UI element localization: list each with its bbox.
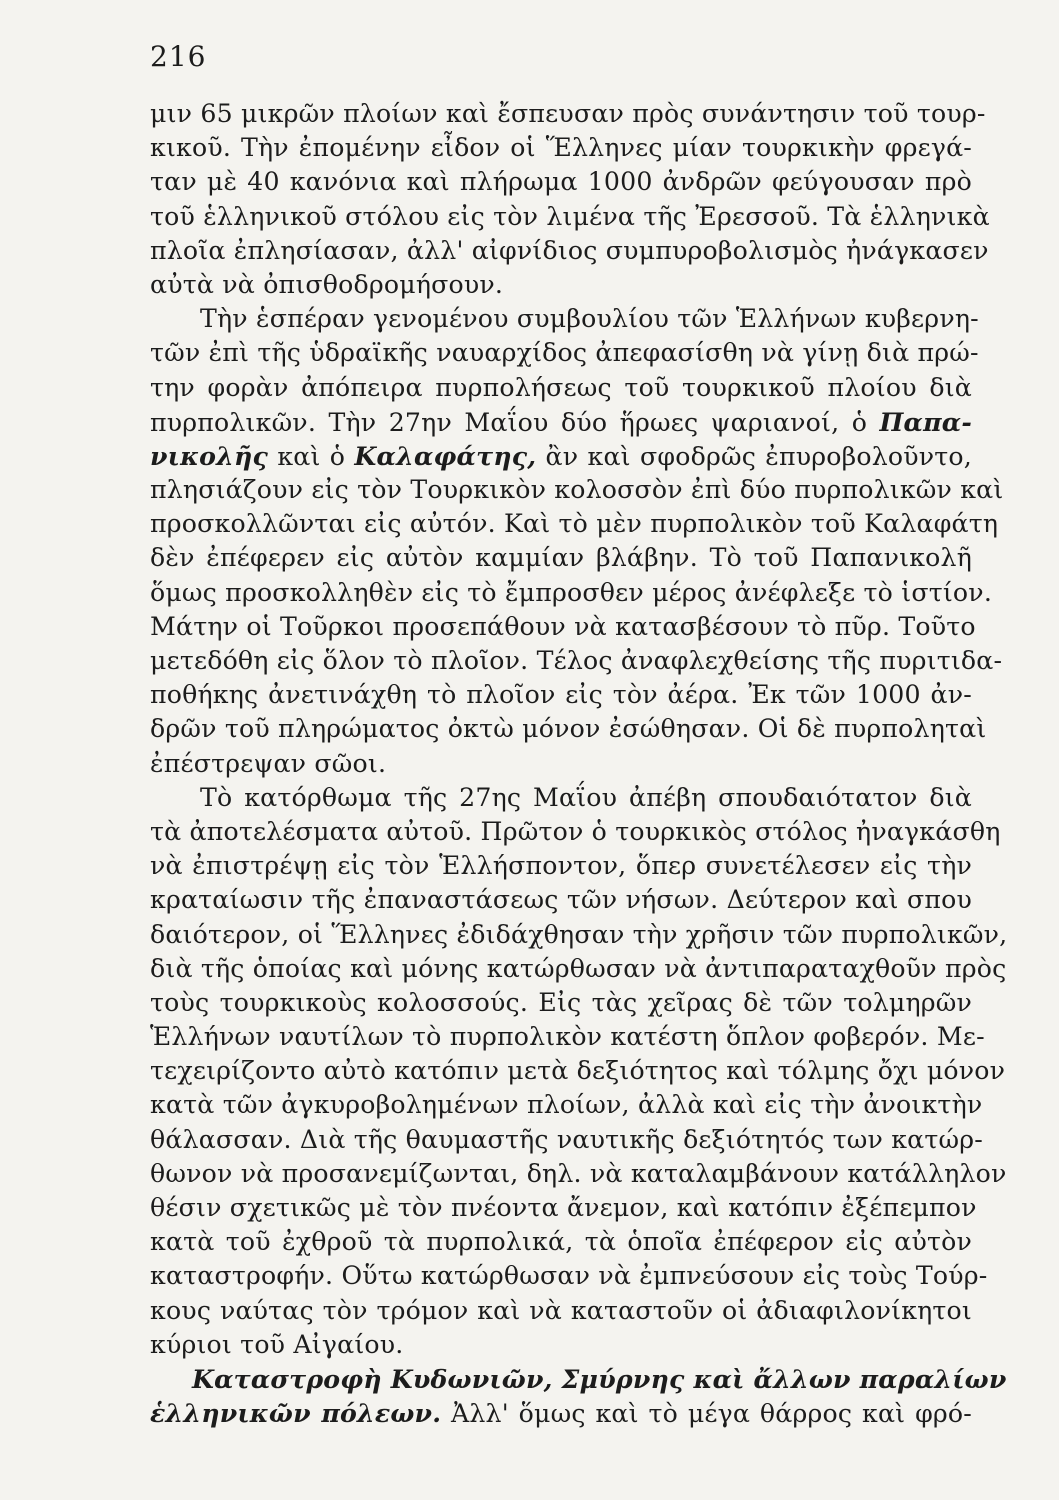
text-segment: μετεδόθη εἰς ὅλον τὸ πλοῖον. Τέλος ἀναφλεχθείσης τῆς πυριτιδα- [150, 646, 1003, 675]
emphasized-text: Καταστροφὴ Κυδωνιῶν, Σμύρνης καὶ ἄλλων παραλίων [192, 1363, 1007, 1394]
text-line [150, 952, 1007, 986]
text-segment: ποθήκης ἀνετινάχθη τὸ πλοῖον εἰς τὸν ἀέρα. Ἐκ τῶν 1000 ἀν- [150, 680, 972, 710]
text-line [150, 1054, 1006, 1088]
text-segment: πλοῖα ἐπλησίασαν, ἀλλ' αἰφνίδιος συμπυροβολισμὸς ἠνάγκασεν [150, 235, 989, 265]
text-segment: δρῶν τοῦ πληρώματος ὀκτὼ μόνον ἐσώθησαν. Οἱ δὲ πυρποληταὶ [150, 714, 987, 744]
page-number: 216 [150, 40, 207, 73]
text-segment: θωνον νὰ προσανεμίζωνται, δηλ. νὰ καταλαμβάνουν κατάλληλον [150, 1158, 1007, 1188]
text-line [150, 610, 976, 644]
text-line [150, 97, 986, 131]
text-line [150, 439, 972, 473]
text-line [150, 507, 999, 541]
text-segment: καὶ ὁ [268, 441, 355, 471]
text-segment: κους ναύτας τὸν τρόμον καὶ νὰ καταστοῦν οἱ ἀδιαφιλονίκητοι [150, 1295, 972, 1325]
text-segment: Ἑλλήνων ναυτίλων τὸ πυρπολικὸν κατέστη ὅπλον φοβερόν. Με- [150, 1022, 985, 1052]
text-line [150, 1088, 983, 1122]
text-segment: καταστροφήν. Οὕτω κατώρθωσαν νὰ ἐμπνεύσουν εἰς τοὺς Τούρ- [150, 1261, 988, 1291]
text-line [150, 781, 972, 815]
text-line [150, 268, 972, 302]
emphasized-text: νικολῆς [150, 440, 269, 471]
text-line [150, 712, 987, 746]
text-segment: τῶν ἐπὶ τῆς ὑδραϊκῆς ναυαρχίδος ἀπεφασίσθη νὰ γίνῃ διὰ πρώ- [150, 338, 979, 368]
text-line [150, 1157, 1007, 1191]
text-segment: δαιότερον, οἱ Ἕλληνες ἐδιδάχθησαν τὴν χρῆσιν τῶν πυρπολικῶν, [150, 919, 1008, 949]
text-line [150, 473, 1004, 507]
text-segment: προσκολλῶνται εἰς αὐτόν. Καὶ τὸ μὲν πυρπολικὸν τοῦ Καλαφάτη [150, 509, 999, 539]
text-line [150, 1191, 977, 1225]
emphasized-text: Καλαφάτης, [354, 440, 537, 471]
text-segment: ἂν καὶ σφοδρῶς ἐπυροβολοῦντο, [536, 441, 972, 471]
text-segment: κατὰ τοῦ ἐχθροῦ τὰ πυρπολικά, τὰ ὁποῖα ἐπέφερον εἰς αὐτὸν [150, 1227, 972, 1257]
text-segment: δὲν ἐπέφερεν εἰς αὐτὸν καμμίαν βλάβην. Τὸ τοῦ Παπανικολῆ [150, 543, 972, 573]
text-line [150, 405, 972, 439]
text-line [150, 883, 972, 917]
text-segment: Ἀλλ' ὅμως καὶ τὸ μέγα θάρρος καὶ φρό- [441, 1399, 972, 1429]
text-line [150, 918, 1008, 952]
text-segment: θάλασσαν. Διὰ τῆς θαυμαστῆς ναυτικῆς δεξιότητός των κατώρ- [150, 1124, 983, 1154]
emphasized-text: ἑλληνικῶν πόλεων. [150, 1398, 442, 1429]
text-line [150, 986, 972, 1020]
text-line [150, 1396, 972, 1430]
text-line [150, 1020, 985, 1054]
text-line [150, 1225, 972, 1259]
text-line [150, 747, 972, 781]
text-segment: κατὰ τῶν ἀγκυροβολημένων πλοίων, ἀλλὰ καὶ εἰς τὴν ἀνοικτὴν [150, 1090, 983, 1120]
text-line [150, 1328, 972, 1362]
text-line [150, 541, 972, 575]
text-segment: πλησιάζουν εἰς τὸν Τουρκικὸν κολοσσὸν ἐπὶ δύο πυρπολικῶν καὶ [150, 475, 1004, 505]
text-line [150, 302, 979, 336]
emphasized-text: Παπα- [879, 406, 972, 437]
text-line [150, 371, 972, 405]
text-line [150, 336, 979, 370]
text-line [150, 644, 1003, 678]
text-segment: ταν μὲ 40 κανόνια καὶ πλήρωμα 1000 ἀνδρῶν φεύγουσαν πρὸ [150, 167, 972, 197]
text-segment: κικοῦ. Τὴν ἐπομένην εἶδον οἱ Ἕλληνες μίαν τουρκικὴν φρεγά- [150, 133, 972, 163]
text-line [150, 131, 972, 165]
text-line [150, 200, 990, 234]
text-line [150, 678, 972, 712]
text-line [150, 165, 972, 199]
text-line [150, 1123, 983, 1157]
text-line [150, 849, 972, 883]
body-text [150, 97, 1008, 1430]
text-segment: την φορὰν ἀπόπειρα πυρπολήσεως τοῦ τουρκικοῦ πλοίου διὰ [150, 372, 972, 402]
text-line [150, 576, 993, 610]
text-segment: ὅμως προσκολληθὲν εἰς τὸ ἔμπροσθεν μέρος ἀνέφλεξε τὸ ἱστίον. [150, 577, 993, 607]
text-segment: τεχειρίζοντο αὐτὸ κατόπιν μετὰ δεξιότητος καὶ τόλμης ὄχι μόνον [150, 1056, 1006, 1086]
text-segment: κραταίωσιν τῆς ἐπαναστάσεως τῶν νήσων. Δεύτερον καὶ σπου [150, 885, 972, 915]
text-line [150, 234, 989, 268]
text-segment: τοὺς τουρκικοὺς κολοσσούς. Εἰς τὰς χεῖρας δὲ τῶν τολμηρῶν [150, 987, 972, 1017]
text-segment: διὰ τῆς ὁποίας καὶ μόνης κατώρθωσαν νὰ ἀντιπαραταχθοῦν πρὸς [150, 953, 1007, 983]
text-segment: θέσιν σχετικῶς μὲ τὸν πνέοντα ἄνεμον, καὶ κατόπιν ἐξέπεμπον [150, 1193, 977, 1222]
text-segment: αὐτὰ νὰ ὀπισθοδρομήσουν. [150, 269, 504, 299]
text-segment: νὰ ἐπιστρέψῃ εἰς τὸν Ἑλλήσποντον, ὅπερ συνετέλεσεν εἰς τὴν [150, 851, 972, 881]
text-segment: τοῦ ἑλληνικοῦ στόλου εἰς τὸν λιμένα τῆς Ἐρεσσοῦ. Τὰ ἑλληνικὰ [150, 201, 990, 231]
text-segment: μιν 65 μικρῶν πλοίων καὶ ἔσπευσαν πρὸς συνάντησιν τοῦ τουρ- [150, 99, 986, 128]
text-line [150, 815, 1001, 849]
text-segment: πυρπολικῶν. Τὴν 27ην Μαΐου δύο ἥρωες ψαριανοί, ὁ [150, 407, 880, 437]
text-line [150, 1294, 972, 1328]
text-segment: Τὴν ἑσπέραν γενομένου συμβουλίου τῶν Ἑλλήνων κυβερνη- [200, 304, 979, 334]
text-line [150, 1362, 1007, 1396]
text-segment: Μάτην οἱ Τοῦρκοι προσεπάθουν νὰ κατασβέσουν τὸ πῦρ. Τοῦτο [150, 611, 976, 641]
text-segment: τὰ ἀποτελέσματα αὐτοῦ. Πρῶτον ὁ τουρκικὸς στόλος ἠναγκάσθη [150, 816, 1001, 846]
text-segment: κύριοι τοῦ Αἰγαίου. [150, 1329, 404, 1359]
text-segment: Τὸ κατόρθωμα τῆς 27ης Μαΐου ἀπέβη σπουδαιότατον διὰ [200, 782, 972, 812]
text-segment: ἐπέστρεψαν σῶοι. [150, 748, 387, 778]
text-line [150, 1259, 988, 1293]
